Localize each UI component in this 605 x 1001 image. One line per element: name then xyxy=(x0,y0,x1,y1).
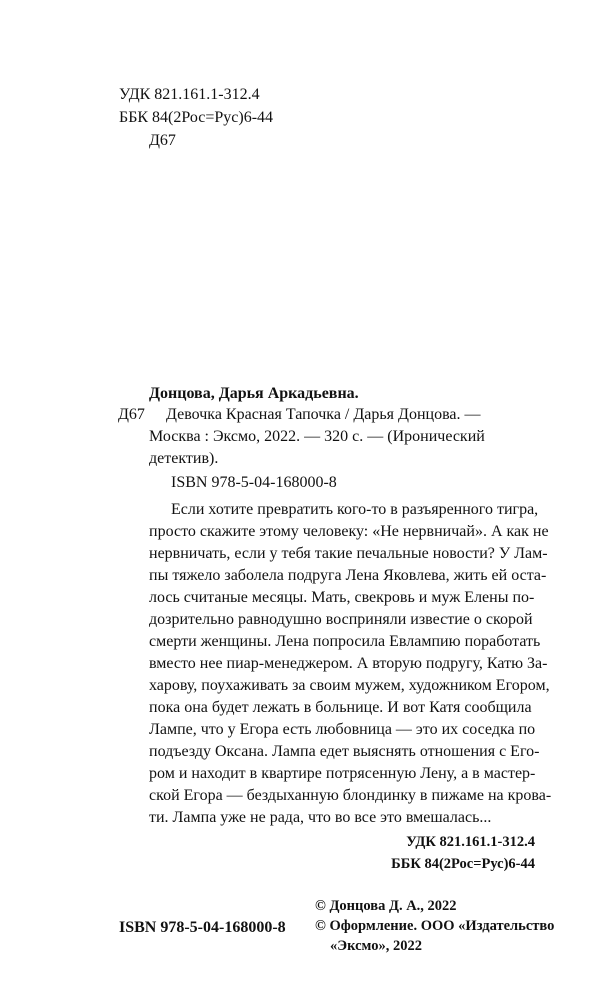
copyright-line: «Эксмо», 2022 xyxy=(330,938,422,954)
annotation-line: подъезду Оксана. Лампа едет выяснять отношения с Его- xyxy=(149,743,540,760)
annotation-line: дозрительно равнодушно восприняли известие о скорой xyxy=(149,611,533,628)
annotation-line: лось считаные месяцы. Мать, свекровь и муж Елены по- xyxy=(149,589,535,606)
footer-udk-code: УДК 821.161.1-312.4 xyxy=(406,834,535,850)
annotation-line: смерти женщины. Лена попросила Евлампию поработать xyxy=(149,633,541,650)
copyright-line: © Оформление. ООО «Издательство xyxy=(315,918,555,934)
copyright-line: © Донцова Д. А., 2022 xyxy=(315,898,457,914)
title-line: Девочка Красная Тапочка / Дарья Донцова. — xyxy=(166,406,481,423)
annotation-line: Если хотите превратить кого-то в разъяренного тигра, xyxy=(171,501,539,518)
author-mark: Д67 xyxy=(149,132,176,149)
footer-isbn: ISBN 978-5-04-168000-8 xyxy=(119,919,286,936)
annotation-line: вместо нее пиар-менеджером. А вторую подругу, Катю За- xyxy=(149,655,548,672)
bbk-code: ББК 84(2Рос=Рус)6-44 xyxy=(119,109,274,126)
annotation-line: ти. Лампа уже не рада, что во все это вмешалась... xyxy=(149,809,492,826)
footer-bbk-code: ББК 84(2Рос=Рус)6-44 xyxy=(391,856,535,872)
title-line: детектив). xyxy=(149,450,219,467)
udk-code: УДК 821.161.1-312.4 xyxy=(119,86,260,103)
annotation-line: ром и находит в квартире потрясенную Лену, а в мастер- xyxy=(149,765,536,782)
annotation-line: харову, поухаживать за своим мужем, художником Егором, xyxy=(149,677,550,694)
author-heading: Донцова, Дарья Аркадьевна. xyxy=(149,385,359,402)
title-line: Москва : Эксмо, 2022. — 320 с. — (Иронический xyxy=(149,428,485,445)
annotation-line: пы тяжело заболела подруга Лена Яковлева, жить ей оста- xyxy=(149,567,547,584)
record-isbn: ISBN 978-5-04-168000-8 xyxy=(171,474,337,491)
annotation-line: ской Егора — бездыханную блондинку в пижаме на крова- xyxy=(149,787,552,804)
annotation-line: просто скажите этому человеку: «Не нервничай». А как не xyxy=(149,523,549,540)
annotation-line: Лампе, что у Егора есть любовница — это их соседка по xyxy=(149,721,536,738)
record-author-mark: Д67 xyxy=(118,406,145,423)
annotation-line: пока она будет лежать в больнице. И вот Катя сообщила xyxy=(149,699,532,716)
annotation-line: нервничать, если у тебя такие печальные новости? У Лам- xyxy=(149,545,548,562)
